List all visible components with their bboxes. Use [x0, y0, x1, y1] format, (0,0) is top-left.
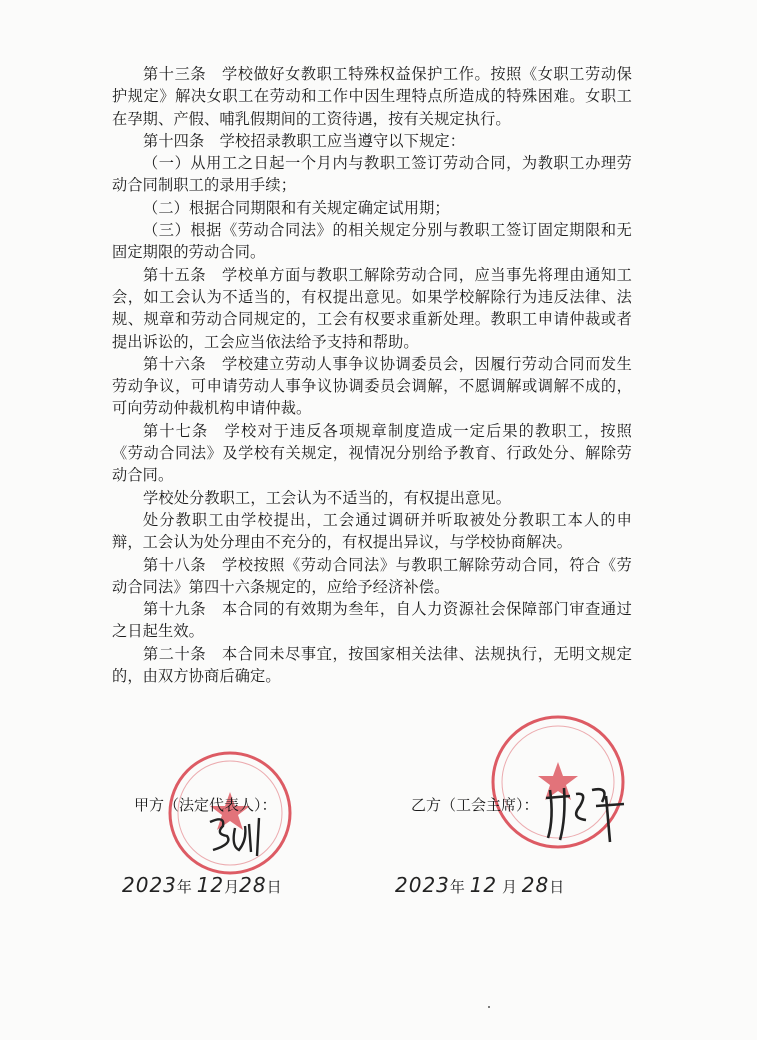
party-a-signature [205, 810, 275, 860]
article-16: 第十六条 学校建立劳动人事争议协调委员会，因履行劳动合同而发生劳动争议，可申请劳动人事争议协调委员会调解，不愿调解或调解不成的，可向劳动仲裁机构申请仲裁。 [112, 354, 632, 418]
party-b-signature [540, 778, 630, 848]
date-a-year: 2023 [122, 873, 177, 897]
date-b-year-char: 年 [449, 878, 465, 896]
date-a-month: 12 [196, 873, 225, 897]
date-a-month-char: 月 [224, 878, 240, 896]
date-a-day: 28 [239, 873, 267, 897]
article-15: 第十五条 学校单方面与教职工解除劳动合同，应当事先将理由通知工会，如工会认为不适当的，有权提出意见。如果学校解除行为违反法律、法规、规章和劳动合同规定的，工会有权要求重新处理。教职工申请仲裁或者提出诉讼的，工会应当依法给予支持和帮助。 [112, 265, 632, 351]
date-b-month-char: 月 [501, 878, 517, 896]
date-b-year: 2023 [395, 873, 450, 897]
article-13: 第十三条 学校做好女教职工特殊权益保护工作。按照《女职工劳动保护规定》解决女职工在劳动和工作中因生理特点所造成的特殊困难。女职工在孕期、产假、哺乳假期间的工资待遇，按有关规定执行。 [112, 65, 632, 128]
date-b-day: 28 [521, 873, 550, 897]
page-speck [488, 1006, 490, 1008]
article-20: 第二十条 本合同未尽事宜，按国家相关法律、法规执行，无明文规定的，由双方协商后确定。 [112, 644, 632, 686]
article-14-item-2: （二）根据合同期限和有关规定确定试用期； [143, 198, 450, 217]
article-17-note-1: 学校处分教职工，工会认为不适当的，有权提出意见。 [143, 488, 512, 507]
date-a-day-char: 日 [266, 878, 282, 896]
party-a-label: 甲方（法定代表人）： [134, 796, 277, 814]
article-17: 第十七条 学校对于违反各项规章制度造成一定后果的教职工，按照《劳动合同法》及学校有关规定，视情况分别给予教育、行政处分、解除劳动合同。 [112, 421, 632, 485]
article-17-note-2: 处分教职工由学校提出，工会通过调研并听取被处分教职工本人的申辩，工会认为处分理由不充分的，有权提出异议，与学校协商解决。 [112, 510, 632, 552]
article-14-item-3: （三）根据《劳动合同法》的相关规定分别与教职工签订固定期限和无固定期限的劳动合同。 [112, 221, 632, 262]
party-b-date [395, 873, 564, 897]
article-14: 第十四条 学校招录教职工应当遵守以下规定： [143, 131, 466, 150]
contract-body [112, 63, 632, 687]
article-19: 第十九条 本合同的有效期为叁年，自人力资源社会保障部门审查通过之日起生效。 [112, 600, 632, 641]
date-a-year-char: 年 [176, 878, 192, 896]
article-18: 第十八条 学校按照《劳动合同法》与教职工解除劳动合同，符合《劳动合同法》第四十六条规定的，应给予经济补偿。 [112, 555, 632, 596]
date-b-month: 12 [469, 873, 498, 897]
date-b-day-char: 日 [549, 878, 565, 896]
party-a-date [122, 873, 282, 897]
article-14-item-1: （一）从用工之日起一个月内与教职工签订劳动合同，为教职工办理劳动合同制职工的录用手续； [112, 154, 632, 195]
party-b-label: 乙方（工会主席）： [411, 796, 539, 814]
